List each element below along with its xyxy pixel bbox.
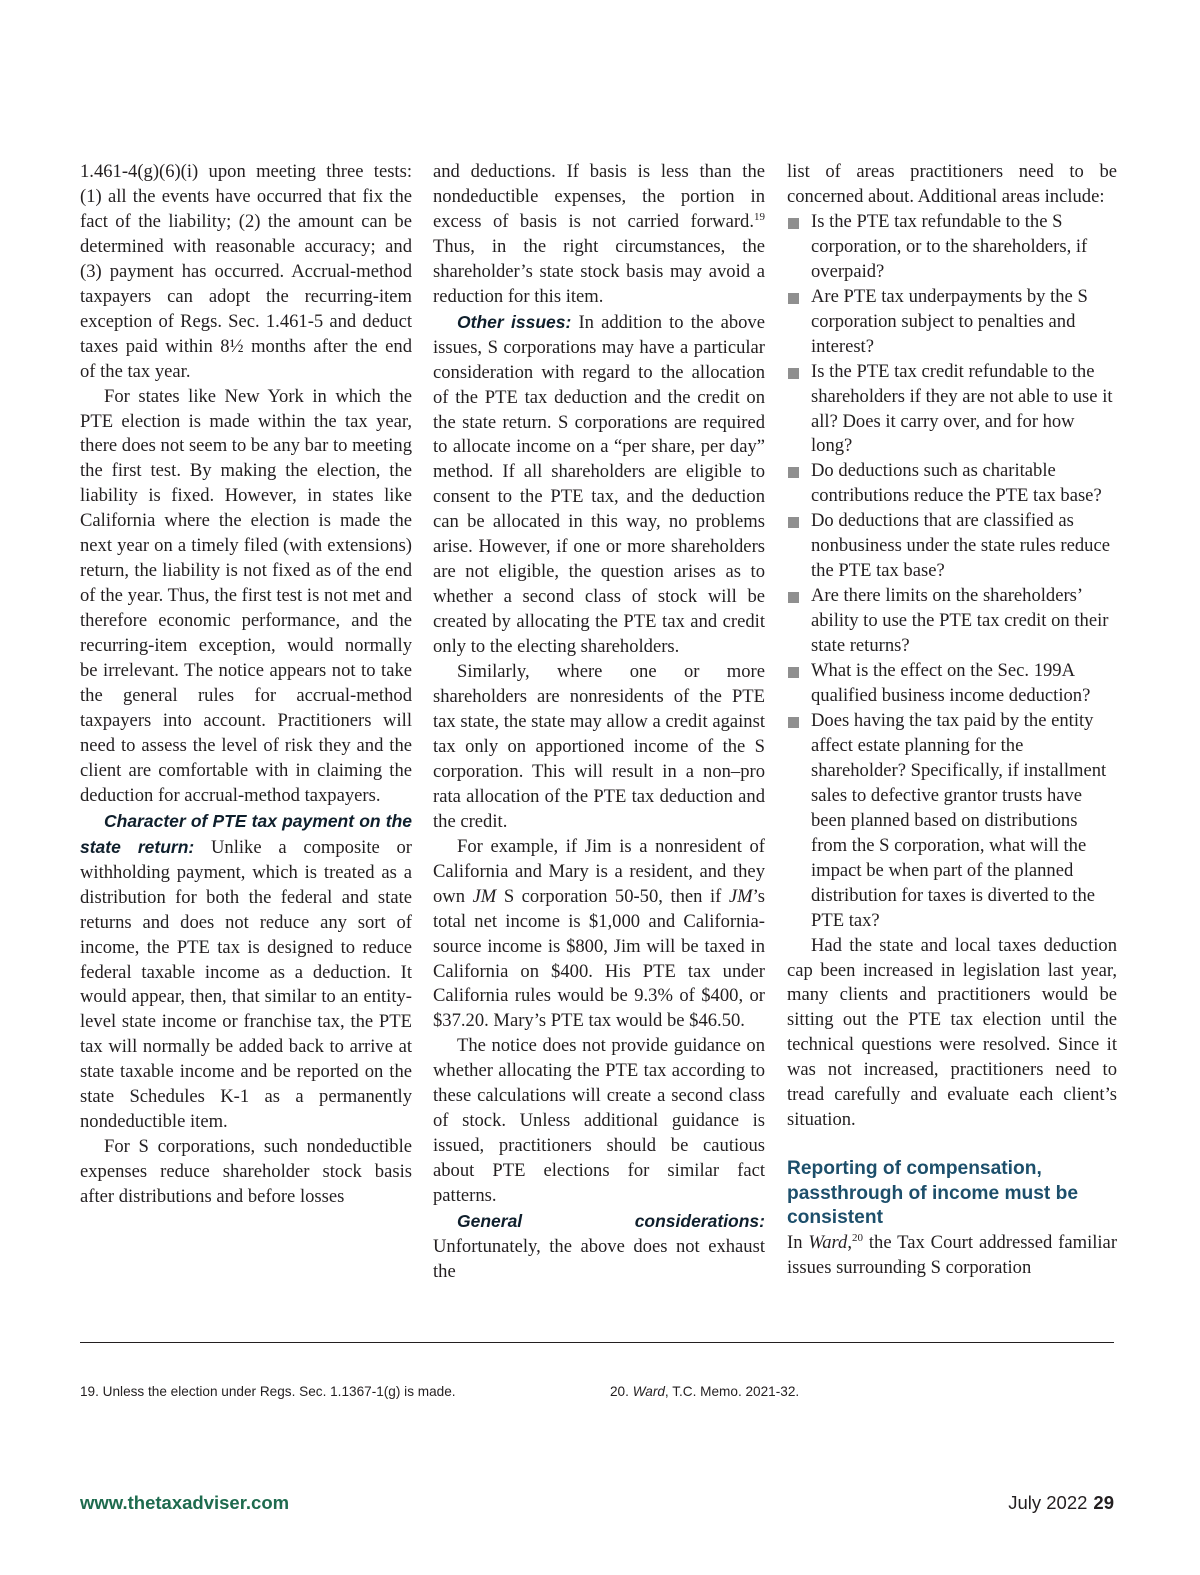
paragraph bbox=[433, 1209, 765, 1285]
italic-term: Ward bbox=[632, 1384, 665, 1399]
paragraph bbox=[80, 809, 412, 1135]
list-item-text: Is the PTE tax refundable to the S corporation, or to the shareholders, if overpaid? bbox=[811, 210, 1088, 282]
run-in-heading: General considerations: bbox=[457, 1211, 765, 1232]
square-bullet-icon bbox=[788, 467, 799, 478]
footnote-number: 20. bbox=[610, 1384, 633, 1399]
paragraph-text: Unfortunately, the above does not exhaust the bbox=[433, 1235, 765, 1282]
list-item-text: What is the effect on the Sec. 199A qualified business income deduction? bbox=[811, 660, 1091, 707]
footnote-text: , T.C. Memo. 2021-32. bbox=[664, 1384, 800, 1399]
square-bullet-icon bbox=[788, 218, 799, 229]
list-item-text: Do deductions that are classified as nonbusiness under the state rules reduce the PTE tax base? bbox=[811, 510, 1110, 582]
paragraph-text: S corporation 50-50, then if bbox=[496, 885, 729, 907]
footnote-divider bbox=[80, 1342, 1114, 1343]
paragraph-text: In addition to the above issues, S corporations may have a particular consideration with regard to the allocation of the PTE tax deduction and the credit on the state return. S corporations are required to allocate income on a “per share, per day” method. If all shareholders are eligible to consent to the PTE tax, and the deduction can be allocated in this way, no problems arise. However, if one or more shareholders are not eligible, the question arises as to whether a second class of stock will be created by allocating the PTE tax and credit only to the electing shareholders. bbox=[433, 311, 765, 658]
run-in-heading: Character of PTE tax payment on the state return: bbox=[80, 810, 412, 857]
list-item bbox=[787, 584, 1117, 659]
list-item-text: Are PTE tax underpayments by the S corporation subject to penalties and interest? bbox=[811, 285, 1088, 357]
run-in-heading: Other issues: bbox=[457, 311, 572, 332]
section-heading: Reporting of compensation, passthrough of income must be consistent bbox=[787, 1158, 1079, 1229]
italic-term: JM bbox=[472, 885, 497, 907]
page-number: 29 bbox=[1093, 1492, 1114, 1513]
paragraph: In Ward,$^{20}$ the Tax Court addressed familiar issues surrounding S corporation bbox=[787, 1231, 1118, 1278]
paragraph bbox=[433, 160, 765, 310]
paragraph: Similarly, where one or more shareholders are nonresidents of the PTE tax state, the state may allow a credit against tax only on apportioned income of the S corporation. This will result in a non–pro rata allocation of the PTE tax deduction and the credit. bbox=[433, 661, 765, 832]
list-item bbox=[787, 709, 1117, 934]
footnote-19: 19. Unless the election under Regs. Sec. 1.1367-1(g) is made. bbox=[80, 1384, 456, 1399]
italic-term: JM bbox=[728, 885, 753, 907]
bullet-list bbox=[787, 210, 1117, 934]
paragraph-text: Thus, in the right circumstances, the shareholder’s state stock basis may avoid a reduction for this item. bbox=[433, 235, 765, 307]
column-1 bbox=[80, 160, 412, 1210]
paragraph-text: and deductions. If basis is less than the nondeductible expenses, the portion in excess of basis is not carried forward. bbox=[433, 161, 765, 232]
list-item bbox=[787, 459, 1117, 509]
list-item bbox=[787, 509, 1117, 584]
paragraph bbox=[433, 310, 765, 660]
paragraph-text: ’s total net income is $1,000 and California-source income is $800, Jim will be taxed in California on $400. His PTE tax under California rules would be 9.3% of $400, or $37.20. Mary’s PTE tax would be $46.50. bbox=[433, 885, 765, 1032]
paragraph: For states like New York in which the PTE election is made within the tax year, there does not seem to be any bar to meeting the first test. By making the election, the liability is fixed. However, in states like California where the election is made the next year on a timely filed (with extensions) return, the liability is not fixed as of the end of the year. Thus, the first test is not met and therefore economic performance, and the recurring-item exception, would normally be irrelevant. The notice appears not to take the general rules for accrual-method taxpayers into account. Practitioners will need to assess the level of risk they and the client are comfortable with in claiming the deduction for accrual-method taxpayers. bbox=[80, 385, 413, 806]
paragraph: Had the state and local taxes deduction cap been increased in legislation last year, many clients and practitioners would be sitting out the PTE tax election until the technical questions were resolved. Since it was not increased, practitioners need to tread carefully and evaluate each client’s situation. bbox=[787, 934, 1117, 1131]
column-2 bbox=[433, 160, 765, 1285]
square-bullet-icon bbox=[788, 368, 799, 379]
list-item bbox=[787, 285, 1117, 360]
square-bullet-icon bbox=[788, 293, 799, 304]
footer-issue bbox=[1008, 1492, 1114, 1514]
paragraph: list of areas practitioners need to be concerned about. Additional areas include: bbox=[787, 161, 1117, 207]
issue-date: July 2022 bbox=[1008, 1492, 1088, 1513]
footnote-ref[interactable]: 19 bbox=[754, 210, 765, 223]
list-item-text: Do deductions such as charitable contributions reduce the PTE tax base? bbox=[811, 460, 1102, 507]
list-item bbox=[787, 659, 1117, 709]
list-item bbox=[787, 360, 1117, 460]
paragraph-text: the Tax Court addressed familiar issues surrounding S corporation bbox=[787, 1231, 1118, 1278]
square-bullet-icon bbox=[788, 592, 799, 603]
list-item-text: Are there limits on the shareholders’ ability to use the PTE tax credit on their state returns? bbox=[811, 585, 1109, 657]
paragraph: 1.461-4(g)(6)(i) upon meeting three tests: (1) all the events have occurred that fix the fact of the liability; (2) the amount can be determined with reasonable accuracy; and (3) payment has occurred. Accrual-method taxpayers can adopt the recurring-item exception of Regs. Sec. 1.461-5 and deduct taxes paid within 8½ months after the end of the tax year. bbox=[80, 161, 412, 382]
list-item-text: Is the PTE tax credit refundable to the shareholders if they are not able to use it all? Does it carry over, and for how long? bbox=[811, 360, 1113, 457]
paragraph-text: In bbox=[787, 1231, 809, 1253]
italic-term: Ward bbox=[808, 1231, 848, 1253]
paragraph-text: For example, if Jim is a nonresident of California and Mary is a resident, and they own bbox=[433, 835, 765, 907]
paragraph-text: Unlike a composite or withholding payment, which is treated as a distribution for both the federal and state returns and does not reduce any sort of income, the PTE tax is designed to reduce federal taxable income as a deduction. It would appear, then, that similar to an entity-level state income or franchise tax, the PTE tax will normally be added back to arrive at state taxable income and be reported on the state Schedules K-1 as a permanently nondeductible item. bbox=[80, 836, 412, 1133]
footnote-ref[interactable]: 20 bbox=[851, 1231, 863, 1244]
paragraph: The notice does not provide guidance on whether allocating the PTE tax according to these calculations will create a second class of stock. Unless additional guidance is issued, practitioners should be cautious about PTE elections for similar fact patterns. bbox=[433, 1035, 765, 1207]
square-bullet-icon bbox=[788, 517, 799, 528]
square-bullet-icon bbox=[788, 667, 799, 678]
square-bullet-icon bbox=[788, 717, 799, 728]
paragraph bbox=[433, 835, 765, 1035]
column-3 bbox=[787, 160, 1117, 1281]
footer-website-link[interactable]: www.thetaxadviser.com bbox=[80, 1492, 290, 1513]
list-item-text: Does having the tax paid by the entity affect estate planning for the shareholder? Specifically, if installment sales to defective grantor trusts have been planned based on distributions from the S corporation, what will the impact be when part of the planned distribution for taxes is diverted to the PTE tax? bbox=[811, 709, 1107, 931]
footnote-20 bbox=[610, 1384, 799, 1399]
list-item bbox=[787, 210, 1117, 285]
paragraph: For S corporations, such nondeductible expenses reduce shareholder stock basis after distributions and before losses bbox=[80, 1136, 412, 1208]
